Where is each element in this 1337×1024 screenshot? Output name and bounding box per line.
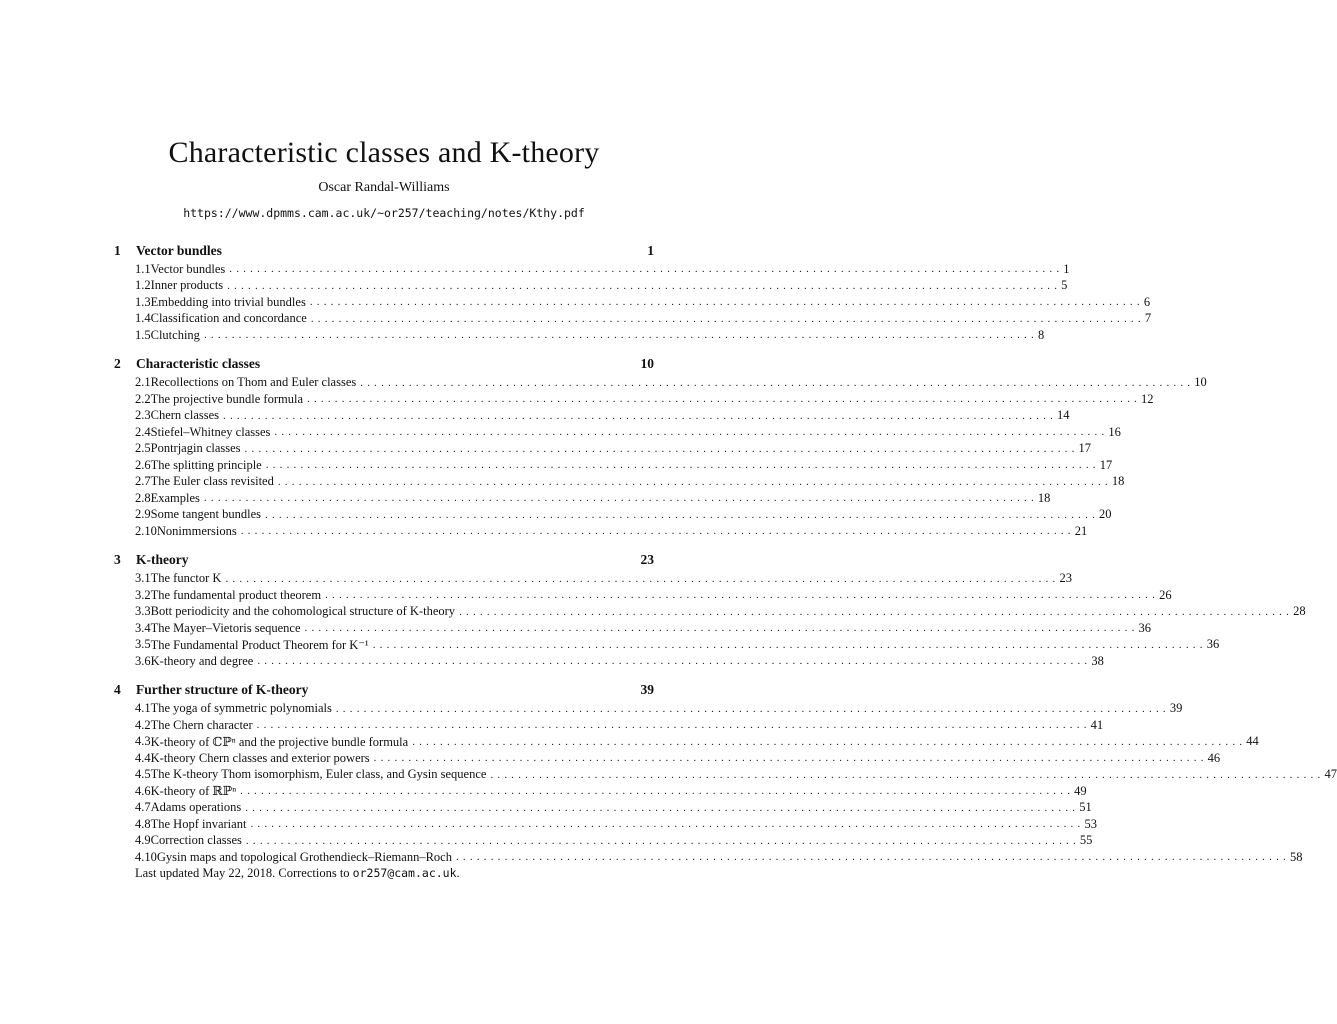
entry-title: The Hopf invariant <box>150 816 247 831</box>
entry-title: Gysin maps and topological Grothendieck–Riemann–Roch <box>156 849 452 864</box>
entry-title: The functor K <box>150 571 222 586</box>
dot-leader: ........................................................................................................................ <box>250 818 1085 831</box>
dot-leader: ........................................................................................................................ <box>203 492 1038 505</box>
entry-title: Chern classes <box>150 408 220 423</box>
toc-entry[interactable] <box>114 490 1051 507</box>
dot-leader: ........................................................................................................................ <box>412 735 1247 748</box>
entry-number: 3.4 <box>135 620 151 635</box>
entry-page: 16 <box>1108 424 1121 439</box>
entry-number: 4.5 <box>135 767 151 782</box>
toc-entry[interactable] <box>114 391 1154 408</box>
entry-page: 39 <box>1169 701 1183 716</box>
document-url[interactable]: https://www.dpmms.cam.ac.uk/~or257/teaching/notes/Kthy.pdf <box>183 206 585 220</box>
entry-title: Adams operations <box>150 800 242 815</box>
entry-title: Clutching <box>150 327 200 342</box>
toc-section-heading[interactable] <box>114 550 654 571</box>
entry-page: 58 <box>1289 849 1303 864</box>
section-number: 1 <box>114 242 121 258</box>
entry-page: 18 <box>1037 490 1051 505</box>
toc-entry[interactable] <box>114 424 1121 441</box>
entry-page: 51 <box>1079 800 1092 815</box>
toc-entry[interactable] <box>114 604 1306 621</box>
section-number: 4 <box>114 682 121 697</box>
entry-page: 38 <box>1091 653 1104 668</box>
toc-entry[interactable] <box>114 278 1068 295</box>
footer-note <box>135 866 460 881</box>
dot-leader: ........................................................................................................................ <box>227 279 1062 292</box>
section-page: 1 <box>647 242 654 258</box>
section-page: 23 <box>640 552 654 567</box>
entry-title: The Chern character <box>150 717 253 732</box>
dot-leader: ........................................................................................................................ <box>325 589 1160 602</box>
entry-number: 3.1 <box>135 571 151 586</box>
dot-leader: ........................................................................................................................ <box>257 655 1092 668</box>
entry-page: 1 <box>1063 261 1070 276</box>
entry-number: 2.10 <box>135 523 157 538</box>
entry-page: 41 <box>1090 717 1104 732</box>
entry-page: 18 <box>1111 474 1125 489</box>
entry-number: 2.1 <box>135 375 151 390</box>
entry-title: The yoga of symmetric polynomials <box>150 701 332 716</box>
toc-entry[interactable] <box>114 507 1112 524</box>
toc-entry[interactable] <box>114 408 1070 425</box>
entry-number: 1.5 <box>135 327 151 342</box>
dot-leader: ........................................................................................................................ <box>490 768 1325 781</box>
entry-title: The fundamental product theorem <box>150 587 322 602</box>
section-number: 2 <box>114 356 121 371</box>
toc-entry[interactable] <box>114 734 1259 751</box>
toc-entry[interactable] <box>114 800 1092 817</box>
entry-page: 46 <box>1207 750 1221 765</box>
dot-leader: ........................................................................................................................ <box>245 834 1080 847</box>
dot-leader: ........................................................................................................................ <box>245 801 1080 814</box>
dot-leader: ........................................................................................................................ <box>335 702 1170 715</box>
section-title: Vector bundles <box>136 242 222 258</box>
document-author: Oscar Randal-Williams <box>318 180 450 195</box>
dot-leader: ........................................................................................................................ <box>229 263 1064 276</box>
toc-entry[interactable] <box>114 523 1088 540</box>
toc-entry[interactable] <box>114 457 1113 474</box>
entry-number: 4.7 <box>135 800 151 815</box>
toc-entry[interactable] <box>114 294 1151 311</box>
entry-title: Some tangent bundles <box>150 507 262 522</box>
dot-leader: ........................................................................................................................ <box>265 459 1100 472</box>
entry-number: 2.6 <box>135 457 151 472</box>
entry-page: 36 <box>1138 620 1152 635</box>
dot-leader: ........................................................................................................................ <box>310 312 1145 325</box>
toc-entry[interactable] <box>114 587 1172 604</box>
dot-leader: ........................................................................................................................ <box>244 442 1079 455</box>
entry-number: 4.3 <box>135 734 151 749</box>
section-title: Characteristic classes <box>136 356 261 371</box>
toc-entry[interactable] <box>114 474 1125 491</box>
toc-entry[interactable] <box>114 375 1207 392</box>
entry-page: 14 <box>1057 408 1070 423</box>
entry-title: K-theory of ℂℙⁿ and the projective bundle formula <box>150 734 409 749</box>
toc-entry[interactable] <box>114 717 1104 734</box>
entry-page: 10 <box>1194 375 1207 390</box>
entry-number: 4.4 <box>135 750 151 765</box>
entry-number: 2.3 <box>135 408 151 423</box>
entry-page: 20 <box>1099 507 1112 522</box>
toc-entry[interactable] <box>114 653 1104 670</box>
dot-leader: ........................................................................................................................ <box>459 605 1294 618</box>
dot-leader: ........................................................................................................................ <box>309 296 1144 309</box>
entry-number: 3.5 <box>135 637 151 652</box>
entry-title: The projective bundle formula <box>150 391 303 406</box>
entry-number: 3.2 <box>135 587 151 602</box>
entry-number: 1.1 <box>135 261 151 276</box>
section-page: 39 <box>640 682 654 697</box>
entry-number: 4.8 <box>135 816 151 831</box>
entry-title: Recollections on Thom and Euler classes <box>150 375 357 390</box>
entry-page: 47 <box>1324 767 1337 782</box>
toc-entry[interactable] <box>114 833 1093 850</box>
entry-page: 26 <box>1159 587 1172 602</box>
toc-section-heading[interactable] <box>114 240 654 261</box>
section-page: 10 <box>640 356 654 371</box>
entry-number: 2.2 <box>135 391 151 406</box>
dot-leader: ........................................................................................................................ <box>304 622 1139 635</box>
entry-page: 5 <box>1061 278 1068 293</box>
entry-number: 1.4 <box>135 311 151 326</box>
entry-page: 12 <box>1141 391 1154 406</box>
footer-text: Last updated May 22, 2018. Corrections to <box>135 866 353 880</box>
entry-title: The splitting principle <box>150 457 262 472</box>
entry-title: K-theory and degree <box>150 653 254 668</box>
dot-leader: ........................................................................................................................ <box>455 851 1290 864</box>
entry-page: 49 <box>1074 783 1087 798</box>
entry-number: 4.10 <box>135 849 157 864</box>
entry-page: 7 <box>1144 311 1152 326</box>
toc-entry[interactable] <box>114 441 1092 458</box>
toc-section <box>114 354 1207 540</box>
toc-section <box>114 680 1337 866</box>
toc-section-heading[interactable] <box>114 680 654 701</box>
entry-page: 6 <box>1143 294 1151 309</box>
entry-number: 4.2 <box>135 717 151 732</box>
dot-leader: ........................................................................................................................ <box>265 508 1100 521</box>
dot-leader: ........................................................................................................................ <box>360 376 1195 389</box>
entry-title: Vector bundles <box>150 261 226 276</box>
dot-leader: ........................................................................................................................ <box>240 525 1075 538</box>
dot-leader: ........................................................................................................................ <box>274 426 1109 439</box>
toc-entry[interactable] <box>114 311 1152 328</box>
toc-entry[interactable] <box>114 701 1183 718</box>
entry-page: 28 <box>1293 604 1306 619</box>
entry-number: 4.6 <box>135 783 151 798</box>
entry-number: 2.4 <box>135 424 151 439</box>
entry-page: 44 <box>1246 734 1259 749</box>
entry-title: Nonimmersions <box>156 523 237 538</box>
section-title: K-theory <box>136 552 189 567</box>
entry-page: 23 <box>1059 571 1072 586</box>
entry-title: Pontrjagin classes <box>150 441 241 456</box>
footer-email[interactable]: or257@cam.ac.uk <box>352 866 457 880</box>
dot-leader: ........................................................................................................................ <box>240 785 1075 798</box>
document-title: Characteristic classes and K-theory <box>168 136 600 169</box>
entry-title: Classification and concordance <box>150 311 307 326</box>
toc-section-heading[interactable] <box>114 354 654 375</box>
dot-leader: ........................................................................................................................ <box>256 719 1091 732</box>
toc-entry[interactable] <box>114 620 1152 637</box>
entry-title: Stiefel–Whitney classes <box>150 424 271 439</box>
toc-entry[interactable] <box>114 750 1221 767</box>
dot-leader: ........................................................................................................................ <box>203 329 1038 342</box>
toc-entry[interactable] <box>114 849 1303 866</box>
entry-number: 1.3 <box>135 294 151 309</box>
table-of-contents <box>114 240 1337 876</box>
dot-leader: ........................................................................................................................ <box>372 638 1207 651</box>
entry-title: Bott periodicity and the cohomological structure of K-theory <box>150 604 456 619</box>
toc-entry[interactable] <box>114 261 1070 278</box>
toc-entry[interactable] <box>114 571 1072 588</box>
section-title: Further structure of K-theory <box>136 682 309 697</box>
dot-leader: ........................................................................................................................ <box>277 475 1112 488</box>
entry-page: 8 <box>1037 327 1045 342</box>
dot-leader: ........................................................................................................................ <box>225 572 1060 585</box>
toc-entry[interactable] <box>114 767 1337 784</box>
toc-section <box>114 550 1306 670</box>
entry-page: 21 <box>1074 523 1088 538</box>
dot-leader: ........................................................................................................................ <box>373 752 1208 765</box>
toc-entry[interactable] <box>114 327 1045 344</box>
entry-number: 2.9 <box>135 507 151 522</box>
entry-title: The Fundamental Product Theorem for K⁻¹ <box>150 637 369 652</box>
toc-entry[interactable] <box>114 783 1087 800</box>
entry-title: K-theory of ℝℙⁿ <box>150 784 237 799</box>
entry-title: The Euler class revisited <box>150 474 274 489</box>
entry-number: 2.7 <box>135 474 151 489</box>
entry-number: 2.5 <box>135 441 151 456</box>
entry-title: Examples <box>150 490 200 505</box>
entry-page: 17 <box>1099 457 1113 472</box>
dot-leader: ........................................................................................................................ <box>223 409 1058 422</box>
entry-page: 17 <box>1078 441 1092 456</box>
toc-entry[interactable] <box>114 637 1220 654</box>
entry-title: The K-theory Thom isomorphism, Euler class, and Gysin sequence <box>150 767 487 782</box>
toc-section <box>114 240 1152 344</box>
entry-page: 55 <box>1079 833 1093 848</box>
entry-number: 2.8 <box>135 490 151 505</box>
section-number: 3 <box>114 552 121 567</box>
entry-number: 1.2 <box>135 278 151 293</box>
entry-number: 4.9 <box>135 833 151 848</box>
entry-title: Correction classes <box>150 833 242 848</box>
entry-title: The Mayer–Vietoris sequence <box>150 620 301 635</box>
entry-title: K-theory Chern classes and exterior powers <box>150 750 370 765</box>
footer-suffix: . <box>456 866 460 880</box>
entry-page: 36 <box>1206 637 1220 652</box>
entry-title: Embedding into trivial bundles <box>150 294 306 309</box>
toc-entry[interactable] <box>114 816 1097 833</box>
entry-page: 53 <box>1084 816 1097 831</box>
entry-number: 4.1 <box>135 701 151 716</box>
entry-number: 3.3 <box>135 604 151 619</box>
dot-leader: ........................................................................................................................ <box>307 393 1141 406</box>
entry-number: 3.6 <box>135 653 151 668</box>
entry-title: Inner products <box>150 278 224 293</box>
